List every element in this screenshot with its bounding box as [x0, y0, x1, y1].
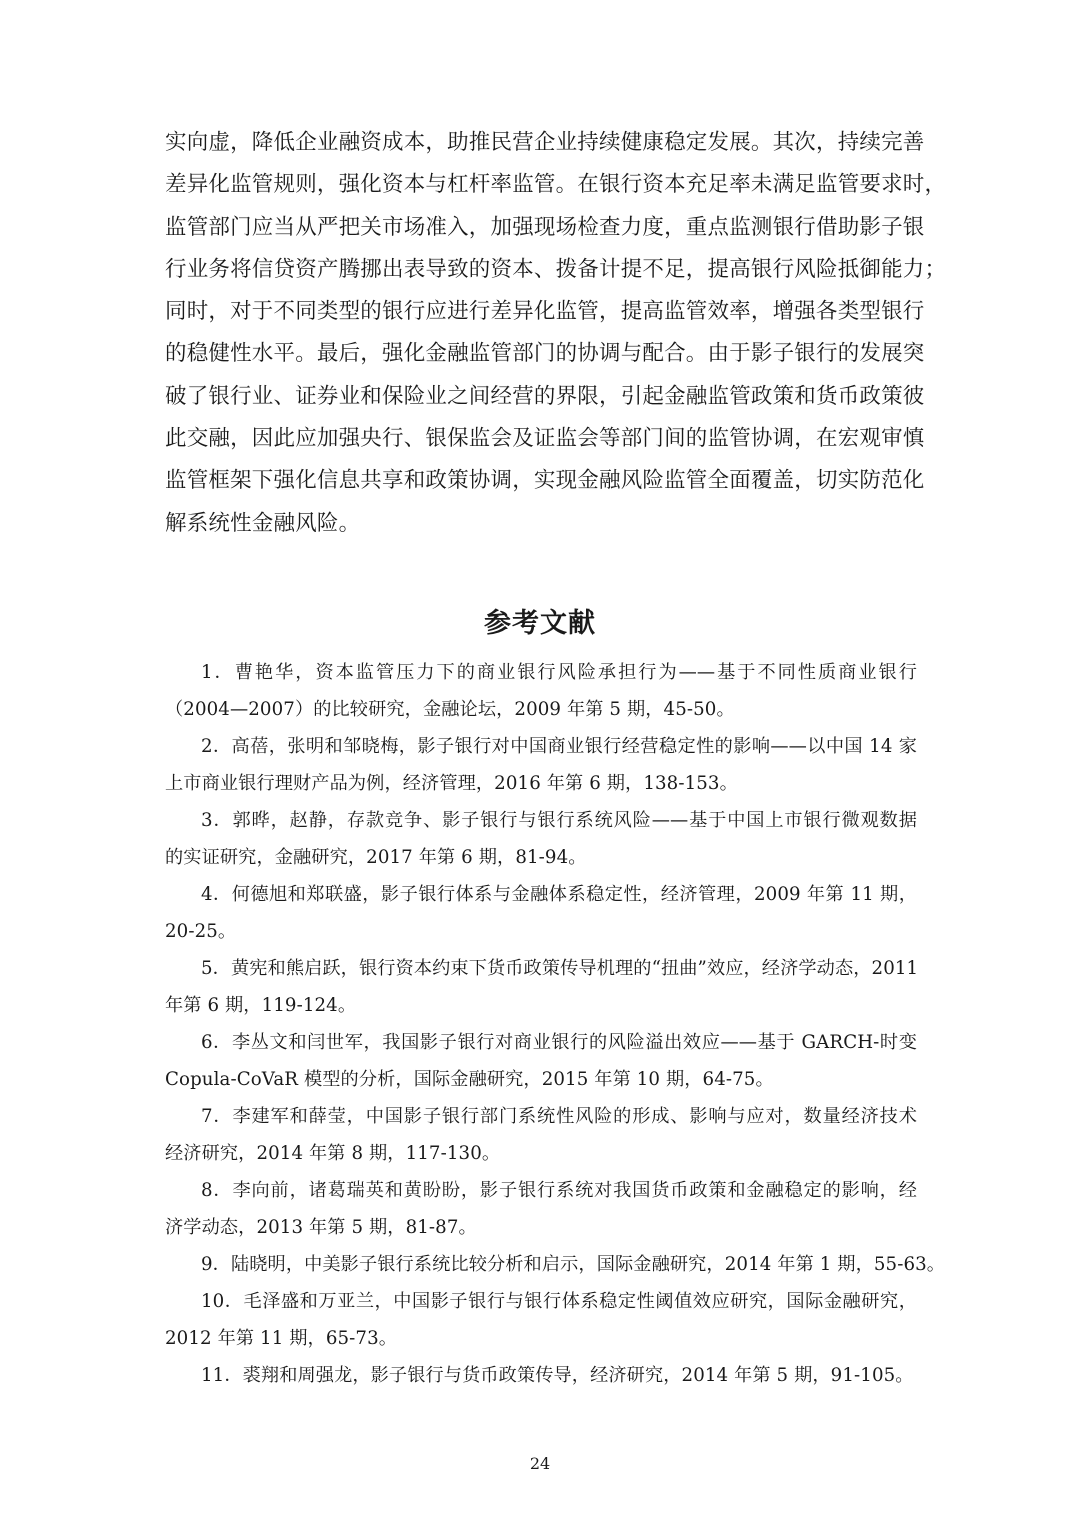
body-line: 监管部门应当从严把关市场准入，加强现场检查力度，重点监测银行借助影子银 [165, 214, 925, 240]
reference-line: 的实证研究，金融研究，2017 年第 6 期，81-94。 [165, 847, 587, 868]
reference-item-1 [165, 654, 917, 728]
reference-line: 9．陆晓明，中美影子银行系统比较分析和启示，国际金融研究，2014 年第 1 期，55-63。 [201, 1254, 946, 1275]
reference-line: 11．裘翔和周强龙，影子银行与货币政策传导，经济研究，2014 年第 5 期，91-105。 [201, 1365, 914, 1386]
reference-line: 上市商业银行理财产品为例，经济管理，2016 年第 6 期，138-153。 [165, 773, 738, 794]
body-line: 解系统性金融风险。 [165, 510, 361, 536]
reference-item-4 [165, 876, 917, 950]
reference-item-8 [165, 1172, 917, 1246]
body-line: 差异化监管规则，强化资本与杠杆率监管。在银行资本充足率未满足监管要求时， [165, 172, 947, 198]
reference-line: 10．毛泽盛和万亚兰，中国影子银行与银行体系稳定性阈值效应研究，国际金融研究， [201, 1291, 917, 1312]
reference-item-11 [165, 1357, 917, 1394]
body-line: 行业务将信贷资产腾挪出表导致的资本、拨备计提不足，提高银行风险抵御能力； [165, 256, 947, 282]
reference-line: 6．李丛文和闫世军，我国影子银行对商业银行的风险溢出效应——基于 GARCH-时变 [201, 1032, 917, 1053]
body-paragraph [165, 122, 947, 545]
references-title: 参考文献 [484, 608, 596, 639]
reference-line: 2．高蓓，张明和邹晓梅，影子银行对中国商业银行经营稳定性的影响——以中国 14 家 [201, 736, 917, 757]
page-number: 24 [529, 1454, 551, 1473]
reference-item-9 [165, 1246, 946, 1283]
reference-item-10 [165, 1283, 917, 1357]
reference-item-5 [165, 950, 917, 1024]
reference-line: Copula-CoVaR 模型的分析，国际金融研究，2015 年第 10 期，64-75。 [165, 1069, 774, 1090]
reference-line: 2012 年第 11 期，65-73。 [165, 1328, 398, 1349]
reference-line: 济学动态，2013 年第 5 期，81-87。 [165, 1217, 477, 1238]
body-line: 破了银行业、证券业和保险业之间经营的界限，引起金融监管政策和货币政策彼 [165, 383, 925, 409]
reference-line: 5．黄宪和熊启跃，银行资本约束下货币政策传导机理的“扭曲”效应，经济学动态，2011 [201, 958, 919, 979]
reference-item-3 [165, 802, 917, 876]
reference-line: 3．郭晔，赵静，存款竞争、影子银行与银行系统风险——基于中国上市银行微观数据 [201, 810, 917, 831]
body-line: 的稳健性水平。最后，强化金融监管部门的协调与配合。由于影子银行的发展突 [165, 341, 925, 367]
reference-item-7 [165, 1098, 917, 1172]
body-line: 监管框架下强化信息共享和政策协调，实现金融风险监管全面覆盖，切实防范化 [165, 468, 925, 494]
body-line: 实向虚，降低企业融资成本，助推民营企业持续健康稳定发展。其次，持续完善 [165, 130, 925, 155]
reference-line: 年第 6 期，119-124。 [165, 995, 357, 1016]
reference-line: （2004—2007）的比较研究，金融论坛，2009 年第 5 期，45-50。 [165, 699, 735, 720]
reference-line: 4．何德旭和郑联盛，影子银行体系与金融体系稳定性，经济管理，2009 年第 11 期， [201, 884, 917, 905]
body-line: 此交融，因此应加强央行、银保监会及证监会等部门间的监管协调，在宏观审慎 [165, 426, 925, 452]
reference-line: 8．李向前，诸葛瑞英和黄盼盼，影子银行系统对我国货币政策和金融稳定的影响，经 [201, 1180, 917, 1201]
reference-list [165, 654, 946, 1394]
reference-line: 1．曹艳华，资本监管压力下的商业银行风险承担行为——基于不同性质商业银行 [201, 662, 917, 683]
reference-line: 经济研究，2014 年第 8 期，117-130。 [165, 1143, 501, 1164]
body-line: 同时，对于不同类型的银行应进行差异化监管，提高监管效率，增强各类型银行 [165, 299, 925, 325]
reference-line: 7．李建军和薛莹，中国影子银行部门系统性风险的形成、影响与应对，数量经济技术 [201, 1106, 917, 1127]
reference-item-6 [165, 1024, 917, 1098]
reference-item-2 [165, 728, 917, 802]
reference-line: 20-25。 [165, 921, 237, 942]
